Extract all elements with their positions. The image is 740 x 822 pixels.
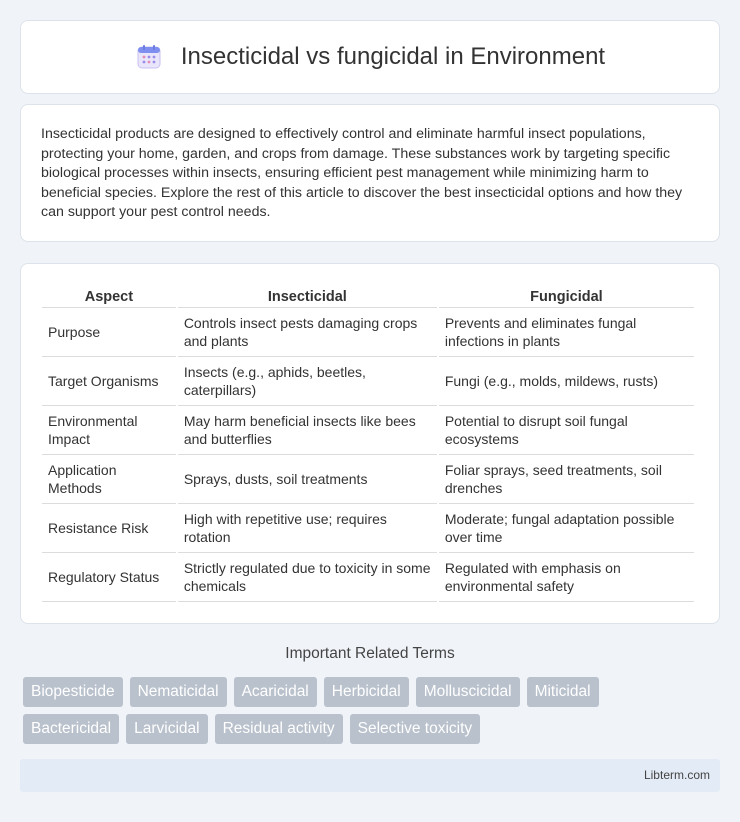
table-cell: Sprays, dusts, soil treatments (178, 455, 437, 504)
footer (20, 759, 720, 792)
tag-row (23, 677, 723, 707)
tag-selective-toxicity[interactable]: Selective toxicity (350, 714, 481, 744)
table-cell: Environmental Impact (42, 406, 176, 455)
intro-card (20, 104, 720, 242)
table-row (42, 308, 694, 357)
header-card (20, 20, 720, 94)
header-fungicidal: Fungicidal (439, 286, 694, 308)
table-cell: Target Organisms (42, 357, 176, 406)
table-cell: Purpose (42, 308, 176, 357)
table-cell: Application Methods (42, 455, 176, 504)
tag-herbicidal[interactable]: Herbicidal (324, 677, 409, 707)
tag-acaricidal[interactable]: Acaricidal (234, 677, 317, 707)
table-cell: Moderate; fungal adaptation possible over time (439, 504, 694, 553)
related-terms-tags (23, 677, 723, 751)
comparison-table-card (20, 263, 720, 624)
table-cell: Strictly regulated due to toxicity in some chemicals (178, 553, 437, 602)
intro-paragraph: Insecticidal products are designed to effectively control and eliminate harmful insect populations, protecting your home, garden, and crops from damage. These substances work by targeting specific biological processes within insects, ensuring efficient pest management while minimizing harm to beneficial species. Explore the rest of this article to discover the best insecticidal options and how they can support your pest control needs. (41, 126, 683, 220)
comparison-table (40, 286, 696, 602)
table-cell: Controls insect pests damaging crops and plants (178, 308, 437, 357)
tag-residual-activity[interactable]: Residual activity (215, 714, 343, 744)
tag-biopesticide[interactable]: Biopesticide (23, 677, 123, 707)
related-terms-title: Important Related Terms (285, 645, 455, 662)
table-header-row (42, 286, 694, 308)
title-wrap (135, 43, 605, 71)
page-title: Insecticidal vs fungicidal in Environment (180, 43, 606, 70)
tag-bactericidal[interactable]: Bactericidal (23, 714, 119, 744)
table-cell: Fungi (e.g., molds, mildews, rusts) (439, 357, 694, 406)
table-row (42, 455, 694, 504)
table-cell: High with repetitive use; requires rotation (178, 504, 437, 553)
table-row (42, 357, 694, 406)
table-cell: Resistance Risk (42, 504, 176, 553)
table-row (42, 406, 694, 455)
calendar-icon (135, 43, 163, 71)
table-row (42, 504, 694, 553)
tag-molluscicidal[interactable]: Molluscicidal (416, 677, 520, 707)
table-row (42, 553, 694, 602)
table-cell: Potential to disrupt soil fungal ecosystems (439, 406, 694, 455)
header-aspect: Aspect (42, 286, 176, 308)
table-cell: May harm beneficial insects like bees and butterflies (178, 406, 437, 455)
table-cell: Regulated with emphasis on environmental safety (439, 553, 694, 602)
tag-nematicidal[interactable]: Nematicidal (130, 677, 227, 707)
table-cell: Regulatory Status (42, 553, 176, 602)
table-cell: Foliar sprays, seed treatments, soil drenches (439, 455, 694, 504)
table-cell: Prevents and eliminates fungal infections in plants (439, 308, 694, 357)
table-cell: Insects (e.g., aphids, beetles, caterpillars) (178, 357, 437, 406)
header-insecticidal: Insecticidal (178, 286, 437, 308)
tag-larvicidal[interactable]: Larvicidal (126, 714, 207, 744)
tag-row (23, 714, 723, 744)
footer-site-link[interactable]: Libterm.com (643, 768, 710, 782)
tag-miticidal[interactable]: Miticidal (527, 677, 599, 707)
